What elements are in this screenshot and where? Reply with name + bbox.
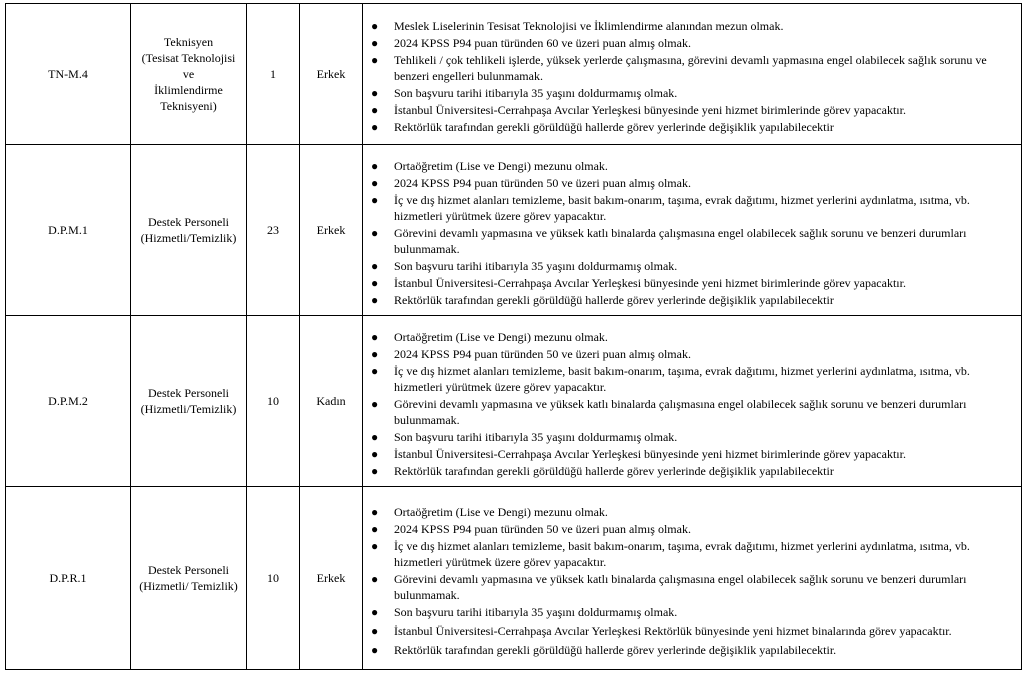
requirements-list	[363, 12, 1021, 135]
bullet-dot-icon: ●	[371, 642, 379, 657]
position-title-line: Teknisyen	[163, 35, 214, 49]
requirement-text: Rektörlük tarafından gerekli görüldüğü hallerde görev yerlerinde değişiklik yapılabilecektir	[394, 120, 834, 134]
position-title-line: Destek Personeli	[148, 563, 229, 577]
table-body	[6, 4, 1022, 670]
position-title-line: (Hizmetli/Temizlik)	[140, 231, 237, 245]
position-gender: Erkek	[300, 487, 363, 670]
requirement-text: Rektörlük tarafından gerekli görüldüğü hallerde görev yerlerinde değişiklik yapılabilecektir.	[394, 642, 837, 657]
position-title-line: İklimlendirme	[154, 83, 223, 97]
requirement-item	[363, 225, 1015, 257]
bullet-dot-icon: ●	[371, 120, 379, 134]
bullet-dot-icon: ●	[371, 363, 379, 378]
requirement-text: Ortaöğretim (Lise ve Dengi) mezunu olmak.	[394, 158, 608, 173]
bullet-dot-icon: ●	[371, 158, 379, 173]
position-title-line: Destek Personeli	[148, 386, 229, 400]
requirements-list	[363, 498, 1021, 658]
requirement-item	[363, 329, 1015, 345]
requirement-text: Son başvuru tarihi itibarıyla 35 yaşını doldurmamış olmak.	[394, 429, 678, 444]
requirement-item	[363, 429, 1015, 445]
bullet-dot-icon: ●	[371, 538, 379, 553]
requirement-text: Meslek Liselerinin Tesisat Teknolojisi ve İklimlendirme alanından mezun olmak.	[394, 19, 784, 33]
requirement-item	[363, 363, 1015, 395]
bullet-dot-icon: ●	[371, 275, 379, 290]
requirement-item	[363, 346, 1015, 362]
position-title-line: (Tesisat Teknolojisi ve	[141, 51, 236, 81]
requirement-item	[363, 275, 1015, 291]
requirement-item	[363, 521, 1015, 537]
bullet-dot-icon: ●	[371, 429, 379, 444]
requirements-cell	[363, 145, 1022, 316]
bullet-dot-icon: ●	[371, 623, 379, 638]
bullet-dot-icon: ●	[371, 192, 379, 207]
requirement-text: Ortaöğretim (Lise ve Dengi) mezunu olmak.	[394, 504, 608, 519]
bullet-dot-icon: ●	[371, 36, 379, 50]
position-count: 10	[247, 487, 300, 670]
requirement-text: Görevini devamlı yapmasına ve yüksek katlı binalarda çalışmasına engel olabilecek sağlık sorunu ve benzeri durumları bulunmamak.	[394, 225, 967, 256]
requirement-text: Rektörlük tarafından gerekli görüldüğü hallerde görev yerlerinde değişiklik yapılabilecektir	[394, 292, 834, 307]
bullet-dot-icon: ●	[371, 103, 379, 117]
position-title	[131, 316, 247, 487]
position-title-line: (Hizmetli/Temizlik)	[140, 402, 237, 416]
bullet-dot-icon: ●	[371, 396, 379, 411]
requirement-item	[363, 463, 1015, 479]
bullet-dot-icon: ●	[371, 604, 379, 619]
requirement-item	[363, 292, 1015, 308]
bullet-dot-icon: ●	[371, 504, 379, 519]
bullet-dot-icon: ●	[371, 19, 379, 33]
requirements-list	[363, 323, 1021, 479]
bullet-dot-icon: ●	[371, 86, 379, 100]
requirement-item	[363, 158, 1015, 174]
position-count: 1	[247, 4, 300, 145]
requirement-text: İstanbul Üniversitesi-Cerrahpaşa Avcılar Yerleşkesi Rektörlük bünyesinde yeni hizmet binalarında görev yapacaktır.	[394, 623, 952, 638]
bullet-dot-icon: ●	[371, 446, 379, 461]
bullet-dot-icon: ●	[371, 463, 379, 478]
requirement-text: Ortaöğretim (Lise ve Dengi) mezunu olmak.	[394, 329, 608, 344]
requirement-text: 2024 KPSS P94 puan türünden 50 ve üzeri puan almış olmak.	[394, 175, 691, 190]
position-code: TN-M.4	[6, 4, 131, 145]
requirement-text: Son başvuru tarihi itibarıyla 35 yaşını doldurmamış olmak.	[394, 604, 678, 619]
requirement-item	[363, 446, 1015, 462]
bullet-dot-icon: ●	[371, 571, 379, 586]
requirement-item	[363, 175, 1015, 191]
requirements-cell	[363, 487, 1022, 670]
bullet-dot-icon: ●	[371, 53, 379, 67]
requirement-text: Rektörlük tarafından gerekli görüldüğü hallerde görev yerlerinde değişiklik yapılabilecektir	[394, 463, 834, 478]
position-title	[131, 145, 247, 316]
requirement-text: İstanbul Üniversitesi-Cerrahpaşa Avcılar Yerleşkesi bünyesinde yeni hizmet birimlerinde görev yapacaktır.	[394, 446, 906, 461]
position-gender: Erkek	[300, 145, 363, 316]
position-count: 10	[247, 316, 300, 487]
requirement-item	[363, 35, 1015, 51]
requirement-item	[363, 119, 1015, 135]
requirement-item	[363, 396, 1015, 428]
requirement-item	[363, 504, 1015, 520]
bullet-dot-icon: ●	[371, 521, 379, 536]
requirement-text: Görevini devamlı yapmasına ve yüksek katlı binalarda çalışmasına engel olabilecek sağlık sorunu ve benzeri durumları bulunmamak.	[394, 571, 967, 602]
position-code: D.P.R.1	[6, 487, 131, 670]
requirement-item	[363, 18, 1015, 34]
table-row	[6, 4, 1022, 145]
requirement-text: Son başvuru tarihi itibarıyla 35 yaşını doldurmamış olmak.	[394, 258, 678, 273]
bullet-dot-icon: ●	[371, 329, 379, 344]
requirement-text: İç ve dış hizmet alanları temizleme, basit bakım-onarım, taşıma, evrak dağıtımı, hizmet yerlerini aydınlatma, ısıtma, vb. hizmetleri yürütmek üzere görev yapacaktır.	[394, 538, 970, 569]
requirements-cell	[363, 316, 1022, 487]
position-code: D.P.M.1	[6, 145, 131, 316]
position-title-line: Teknisyeni)	[160, 99, 217, 113]
bullet-dot-icon: ●	[371, 346, 379, 361]
requirement-item	[363, 102, 1015, 118]
requirement-text: Tehlikeli / çok tehlikeli işlerde, yüksek yerlerde çalışmasına, görevini devamlı yapmasına engel olabilecek sağlık sorunu ve benzeri engelleri bulunmamak.	[394, 53, 987, 83]
requirement-item	[363, 623, 1015, 639]
bullet-dot-icon: ●	[371, 258, 379, 273]
requirement-item	[363, 258, 1015, 274]
requirement-text: 2024 KPSS P94 puan türünden 60 ve üzeri puan almış olmak.	[394, 36, 691, 50]
position-gender: Erkek	[300, 4, 363, 145]
requirement-text: İç ve dış hizmet alanları temizleme, basit bakım-onarım, taşıma, evrak dağıtımı, hizmet yerlerini aydınlatma, ısıtma, vb. hizmetleri yürütmek üzere görev yapacaktır.	[394, 363, 970, 394]
position-count: 23	[247, 145, 300, 316]
position-title	[131, 4, 247, 145]
requirement-item	[363, 538, 1015, 570]
position-title-line: (Hizmetli/ Temizlik)	[139, 579, 238, 593]
requirement-text: 2024 KPSS P94 puan türünden 50 ve üzeri puan almış olmak.	[394, 346, 691, 361]
position-gender: Kadın	[300, 316, 363, 487]
requirement-text: İç ve dış hizmet alanları temizleme, basit bakım-onarım, taşıma, evrak dağıtımı, hizmet yerlerini aydınlatma, ısıtma, vb. hizmetleri yürütmek üzere görev yapacaktır.	[394, 192, 970, 223]
bullet-dot-icon: ●	[371, 225, 379, 240]
requirements-list	[363, 152, 1021, 308]
position-code: D.P.M.2	[6, 316, 131, 487]
requirement-text: Son başvuru tarihi itibarıyla 35 yaşını doldurmamış olmak.	[394, 86, 678, 100]
bullet-dot-icon: ●	[371, 175, 379, 190]
requirement-item	[363, 52, 1015, 84]
requirement-text: Görevini devamlı yapmasına ve yüksek katlı binalarda çalışmasına engel olabilecek sağlık sorunu ve benzeri durumları bulunmamak.	[394, 396, 967, 427]
requirement-item	[363, 642, 1015, 658]
requirements-table	[5, 3, 1022, 670]
position-title	[131, 487, 247, 670]
table-row	[6, 487, 1022, 670]
bullet-dot-icon: ●	[371, 292, 379, 307]
requirement-text: İstanbul Üniversitesi-Cerrahpaşa Avcılar Yerleşkesi bünyesinde yeni hizmet birimlerinde görev yapacaktır.	[394, 275, 906, 290]
requirement-item	[363, 571, 1015, 603]
requirement-text: İstanbul Üniversitesi-Cerrahpaşa Avcılar Yerleşkesi bünyesinde yeni hizmet birimlerinde görev yapacaktır.	[394, 103, 906, 117]
requirements-cell	[363, 4, 1022, 145]
requirement-item	[363, 85, 1015, 101]
position-title-line: Destek Personeli	[148, 215, 229, 229]
requirement-item	[363, 192, 1015, 224]
table-row	[6, 145, 1022, 316]
table-row	[6, 316, 1022, 487]
requirement-item	[363, 604, 1015, 620]
requirement-text: 2024 KPSS P94 puan türünden 50 ve üzeri puan almış olmak.	[394, 521, 691, 536]
